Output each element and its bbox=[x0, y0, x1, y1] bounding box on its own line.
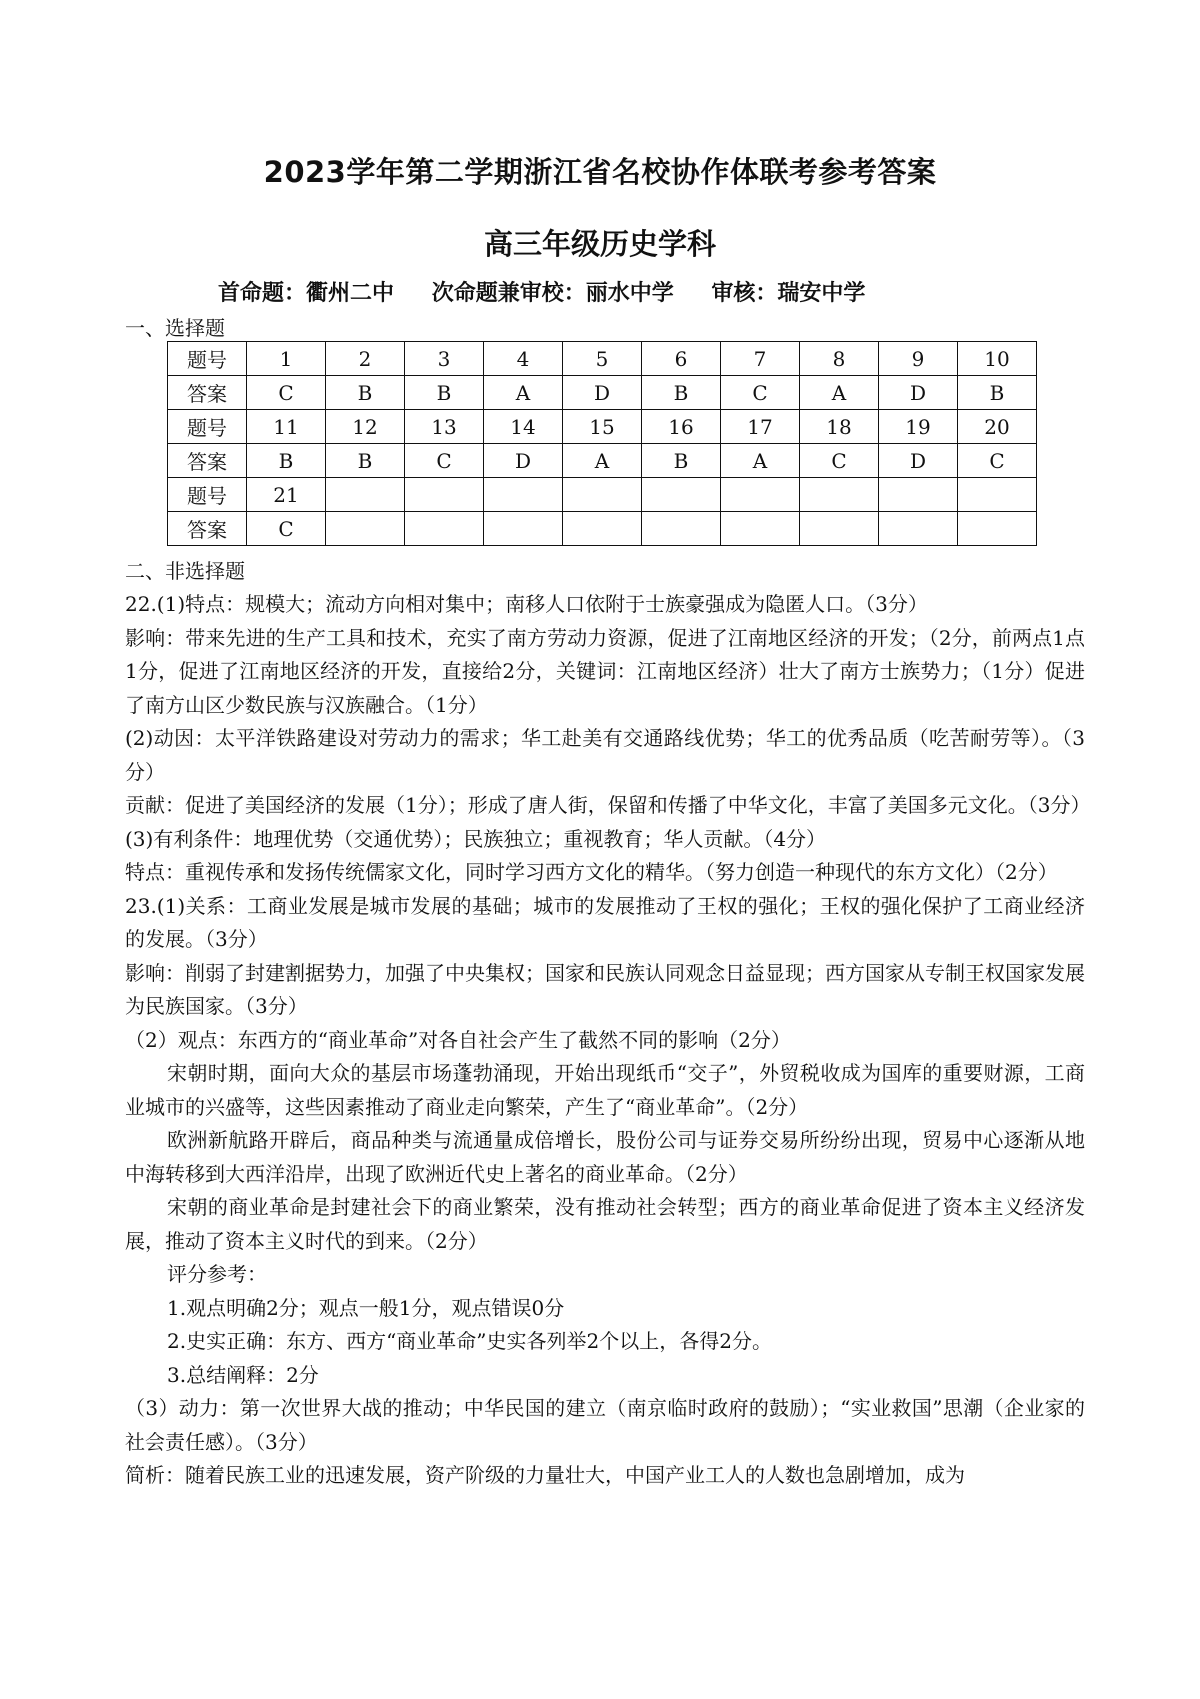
table-cell bbox=[405, 478, 484, 512]
table-cell bbox=[484, 478, 563, 512]
answer-paragraph: 22.(1)特点：规模大；流动方向相对集中；南移人口依附于士族豪强成为隐匿人口。（3分） bbox=[125, 592, 928, 616]
table-cell bbox=[721, 478, 800, 512]
table-cell bbox=[642, 478, 721, 512]
table-cell bbox=[484, 512, 563, 546]
table-row-label: 题号 bbox=[168, 478, 247, 512]
answer-paragraph: 23.(1)关系：工商业发展是城市发展的基础；城市的发展推动了王权的强化；王权的强化保护了工商业经济的发展。（3分） bbox=[125, 893, 1085, 951]
answer-paragraph: （3）动力：第一次世界大战的推动；中华民国的建立（南京临时政府的鼓励）；“实业救国”思潮（企业家的社会责任感）。（3分） bbox=[125, 1396, 1085, 1454]
table-cell: B bbox=[326, 444, 405, 478]
table-cell: 13 bbox=[405, 410, 484, 444]
table-cell: B bbox=[247, 444, 326, 478]
section-heading-nonchoice: 二、非选择题 bbox=[125, 559, 245, 583]
answer-paragraph: 影响：削弱了封建割据势力，加强了中央集权；国家和民族认同观念日益显现；西方国家从专制王权国家发展为民族国家。（3分） bbox=[125, 960, 1085, 1018]
answer-paragraph: 评分参考： bbox=[167, 1262, 267, 1286]
table-row bbox=[168, 478, 1037, 512]
table-cell: 21 bbox=[247, 478, 326, 512]
table-cell: 12 bbox=[326, 410, 405, 444]
table-cell: 14 bbox=[484, 410, 563, 444]
table-cell: 10 bbox=[958, 342, 1037, 376]
table-cell bbox=[563, 512, 642, 546]
table-cell: 1 bbox=[247, 342, 326, 376]
table-cell: B bbox=[405, 376, 484, 410]
table-cell: C bbox=[800, 444, 879, 478]
table-cell: A bbox=[484, 376, 563, 410]
table-row-label: 答案 bbox=[168, 444, 247, 478]
table-cell: C bbox=[721, 376, 800, 410]
answer-paragraph: 欧洲新航路开辟后，商品种类与流通量成倍增长，股份公司与证券交易所纷纷出现，贸易中心逐渐从地中海转移到大西洋沿岸，出现了欧洲近代史上著名的商业革命。（2分） bbox=[125, 1128, 1085, 1186]
table-cell: 7 bbox=[721, 342, 800, 376]
table-cell: B bbox=[642, 376, 721, 410]
authors-line bbox=[218, 276, 895, 307]
author-first: 首命题：衢州二中 bbox=[218, 281, 395, 306]
answer-paragraph: 特点：重视传承和发扬传统儒家文化，同时学习西方文化的精华。（努力创造一种现代的东方文化）（2分） bbox=[125, 860, 1058, 884]
section-heading-choice: 一、选择题 bbox=[125, 316, 225, 340]
document-title: 2023学年第二学期浙江省名校协作体联考参考答案 bbox=[263, 155, 937, 189]
answer-paragraph: 影响：带来先进的生产工具和技术，充实了南方劳动力资源，促进了江南地区经济的开发；（2分，前两点1点1分，促进了江南地区经济的开发，直接给2分，关键词：江南地区经济）壮大了南方士族势力；（1分）促进了南方山区少数民族与汉族融合。（1分） bbox=[125, 625, 1085, 717]
table-cell: B bbox=[958, 376, 1037, 410]
table-cell bbox=[326, 512, 405, 546]
table-cell bbox=[563, 478, 642, 512]
author-reviewer: 审核：瑞安中学 bbox=[711, 281, 866, 306]
table-cell bbox=[800, 512, 879, 546]
table-cell bbox=[642, 512, 721, 546]
answer-paragraph: 贡献：促进了美国经济的发展（1分）；形成了唐人街，保留和传播了中华文化，丰富了美国多元文化。（3分） bbox=[125, 793, 1091, 817]
table-row bbox=[168, 376, 1037, 410]
table-cell bbox=[958, 512, 1037, 546]
table-cell: C bbox=[247, 376, 326, 410]
answer-paragraph: 简析：随着民族工业的迅速发展，资产阶级的力量壮大，中国产业工人的人数也急剧增加，成为 bbox=[125, 1463, 965, 1487]
table-cell: 20 bbox=[958, 410, 1037, 444]
table-cell: C bbox=[247, 512, 326, 546]
answer-paragraph: (2)动因：太平洋铁路建设对劳动力的需求；华工赴美有交通路线优势；华工的优秀品质（吃苦耐劳等）。（3分） bbox=[125, 726, 1085, 784]
table-cell: C bbox=[405, 444, 484, 478]
answer-table bbox=[167, 341, 1037, 546]
table-row-label: 答案 bbox=[168, 512, 247, 546]
table-row-label: 答案 bbox=[168, 376, 247, 410]
table-row bbox=[168, 342, 1037, 376]
answer-paragraph: 3.总结阐释：2分 bbox=[167, 1362, 319, 1387]
answer-body bbox=[125, 588, 1091, 1493]
table-cell: 3 bbox=[405, 342, 484, 376]
table-cell: 17 bbox=[721, 410, 800, 444]
table-cell bbox=[405, 512, 484, 546]
table-cell bbox=[879, 478, 958, 512]
table-cell: A bbox=[800, 376, 879, 410]
document-subtitle: 高三年级历史学科 bbox=[483, 227, 716, 261]
table-cell: 15 bbox=[563, 410, 642, 444]
table-row bbox=[168, 410, 1037, 444]
answer-paragraph: 1.观点明确2分；观点一般1分，观点错误0分 bbox=[167, 1295, 565, 1320]
author-second: 次命题兼审校：丽水中学 bbox=[431, 281, 674, 306]
table-cell: C bbox=[958, 444, 1037, 478]
table-cell bbox=[958, 478, 1037, 512]
table-cell: A bbox=[563, 444, 642, 478]
table-cell: D bbox=[563, 376, 642, 410]
table-cell bbox=[326, 478, 405, 512]
table-cell bbox=[800, 478, 879, 512]
table-cell: A bbox=[721, 444, 800, 478]
answer-paragraph: （2）观点：东西方的“商业革命”对各自社会产生了截然不同的影响（2分） bbox=[125, 1027, 791, 1052]
table-cell: 5 bbox=[563, 342, 642, 376]
table-cell: 8 bbox=[800, 342, 879, 376]
table-cell: D bbox=[484, 444, 563, 478]
table-cell bbox=[879, 512, 958, 546]
table-cell: B bbox=[642, 444, 721, 478]
table-row bbox=[168, 444, 1037, 478]
table-cell: 4 bbox=[484, 342, 563, 376]
answer-paragraph: 宋朝的商业革命是封建社会下的商业繁荣，没有推动社会转型；西方的商业革命促进了资本主义经济发展，推动了资本主义时代的到来。（2分） bbox=[125, 1195, 1085, 1253]
table-cell: D bbox=[879, 376, 958, 410]
table-cell: 2 bbox=[326, 342, 405, 376]
table-cell: 9 bbox=[879, 342, 958, 376]
table-cell: 19 bbox=[879, 410, 958, 444]
table-cell bbox=[721, 512, 800, 546]
table-row-label: 题号 bbox=[168, 342, 247, 376]
table-cell: D bbox=[879, 444, 958, 478]
table-cell: 18 bbox=[800, 410, 879, 444]
table-cell: B bbox=[326, 376, 405, 410]
table-row bbox=[168, 512, 1037, 546]
table-row-label: 题号 bbox=[168, 410, 247, 444]
answer-paragraph: 2.史实正确：东方、西方“商业革命”史实各列举2个以上，各得2分。 bbox=[167, 1329, 772, 1353]
table-cell: 11 bbox=[247, 410, 326, 444]
answer-paragraph: (3)有利条件：地理优势（交通优势）；民族独立；重视教育；华人贡献。（4分） bbox=[125, 826, 827, 851]
table-cell: 16 bbox=[642, 410, 721, 444]
table-cell: 6 bbox=[642, 342, 721, 376]
answer-paragraph: 宋朝时期，面向大众的基层市场蓬勃涌现，开始出现纸币“交子”，外贸税收成为国库的重要财源，工商业城市的兴盛等，这些因素推动了商业走向繁荣，产生了“商业革命”。（2分） bbox=[125, 1061, 1085, 1119]
